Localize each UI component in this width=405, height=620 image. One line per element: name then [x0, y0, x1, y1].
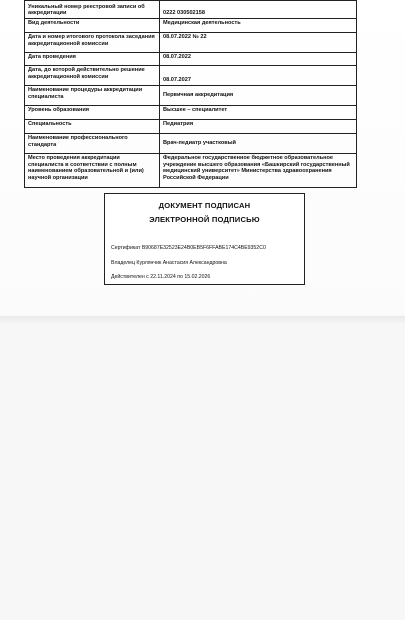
row-value: Федеральное государственное бюджетное образовательное учреждение высшего образования «Башкирский государственный медицинский университет» Министерства здравоохранения Российской Федерации	[160, 154, 357, 188]
stamp-title-line-2: ЭЛЕКТРОННОЙ ПОДПИСЬЮ	[149, 215, 260, 224]
row-value: 08.07.2027	[160, 66, 357, 86]
accreditation-table	[24, 0, 357, 188]
row-label: Вид деятельности	[25, 19, 160, 33]
row-value: Педиатрия	[160, 120, 357, 134]
row-value: Высшее – специалитет	[160, 106, 357, 120]
page-fold-shadow	[0, 316, 405, 324]
row-value: Врач-педиатр участковый	[160, 134, 357, 154]
row-value: Первичная аккредитация	[160, 86, 357, 106]
table-row	[25, 33, 357, 53]
table-row	[25, 134, 357, 154]
table-row	[25, 154, 357, 188]
row-label: Наименование профессионального стандарта	[25, 134, 160, 154]
table-row	[25, 120, 357, 134]
row-label: Дата и номер итогового протокола заседания аккредитационной комиссии	[25, 33, 160, 53]
row-label: Наименование процедуры аккредитации специалиста	[25, 86, 160, 106]
table-row	[25, 86, 357, 106]
table-row	[25, 19, 357, 33]
row-label: Уровень образования	[25, 106, 160, 120]
table-row	[25, 106, 357, 120]
table-row	[25, 1, 357, 19]
row-value: 0222 030502158	[160, 1, 357, 19]
row-label: Дата, до которой действительно решение аккредитационной комиссии	[25, 66, 160, 86]
row-value: Медицинская деятельность	[160, 19, 357, 33]
certificate-serial: Сертификат B90687E32523E24B0EB5F6FFABE174C4BE9352C0	[111, 245, 266, 251]
electronic-signature-stamp	[104, 193, 305, 285]
row-label: Специальность	[25, 120, 160, 134]
stamp-title-line-1: ДОКУМЕНТ ПОДПИСАН	[158, 201, 251, 210]
row-value: 08.07.2022	[160, 53, 357, 66]
certificate-validity: Действителен с 22.11.2024 по 15.02.2026	[111, 274, 211, 280]
certificate-owner: Владелец Курлянчик Анастасия Александровна	[111, 260, 227, 266]
row-label: Уникальный номер реестровой записи об аккредитации	[25, 1, 160, 19]
row-value: 08.07.2022 № 22	[160, 33, 357, 53]
row-label: Дата проведения	[25, 53, 160, 66]
table-row	[25, 53, 357, 66]
table-row	[25, 66, 357, 86]
row-label: Место проведения аккредитации специалиста в соответствии с полным наименованием образовательной и (или) научной организации	[25, 154, 160, 188]
